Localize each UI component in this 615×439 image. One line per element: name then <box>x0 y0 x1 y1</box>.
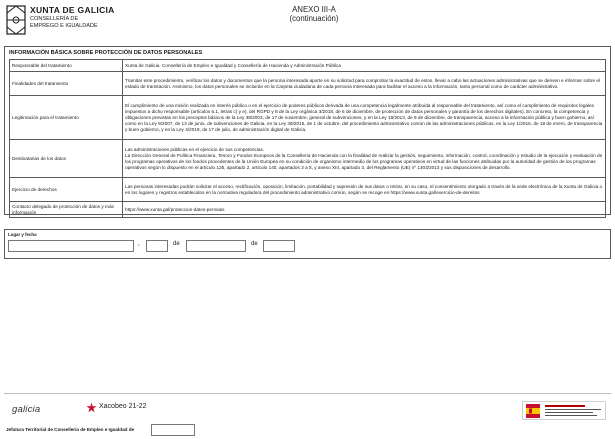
month-input[interactable] <box>186 240 246 252</box>
comma-separator: , <box>138 241 140 247</box>
logo-sub-line-1: CONSELLERÍA DE <box>30 16 79 22</box>
annex-subtitle: (continuación) <box>289 14 339 23</box>
jefatura-label: Jefatura Territorial de Consellería de Empleo e Igualdad de <box>6 427 135 432</box>
spain-coat-of-arms-icon <box>526 404 540 418</box>
de-separator-2: de <box>251 241 258 247</box>
table-row <box>10 96 606 140</box>
ministry-text-lines <box>545 405 603 418</box>
document-header <box>6 4 609 40</box>
logo-subtitle <box>30 16 98 30</box>
row-value: Tramitar este procedimiento, verificar los datos y documentos que la persona interesada aporte en su solicitud para comprobar la exactitud de estos, llevar a cabo las actuaciones administrativas que se deriven e informar sobre el estado de tramitación. Asimismo, los datos personales se incluirán en la Carpeta ciudadana de cada persona interesada para facilitar el acceso a la información, tanto personal como de carácter administrativo. <box>123 72 606 96</box>
row-value: https://www.xunta.gal/proteccion-datos-persoais <box>123 202 606 218</box>
jefatura-input[interactable] <box>151 424 195 436</box>
year-input[interactable] <box>263 240 295 252</box>
xunta-logo <box>6 4 126 38</box>
xacobeo-star-icon <box>86 402 97 413</box>
row-label: Contacto delegado de protección de datos y más información <box>10 202 123 218</box>
day-input[interactable] <box>146 240 168 252</box>
annex-title: ANEXO III-A <box>292 5 336 14</box>
data-protection-section <box>4 46 611 215</box>
de-separator-1: de <box>173 241 180 247</box>
xacobeo-text: Xacobeo 21-22 <box>99 403 147 410</box>
ministry-logo <box>522 401 606 420</box>
table-row <box>10 60 606 72</box>
table-row <box>10 72 606 96</box>
place-date-label: Lugar y fecha <box>8 232 37 237</box>
row-value: Las personas interesadas podrán solicitar el acceso, rectificación, oposición, limitación, portabilidad y supresión de sus datos o retirar, en su caso, el consentimiento otorgado a través de la sede electrónica de la Xunta de Galicia o en los lugares y registros establecidos en la normativa reguladora del procedimiento administrativo común, según se recoge en https://www.xunta.gal/exercicio-de-dereitos <box>123 178 606 202</box>
place-date-section <box>4 229 611 259</box>
galicia-logo: galicia <box>12 404 41 415</box>
row-label: Destinatarias de los datos <box>10 140 123 178</box>
row-label: Legitimación para el tratamiento <box>10 96 123 140</box>
place-input[interactable] <box>8 240 134 252</box>
footer-divider <box>4 393 611 394</box>
section-title: INFORMACIÓN BÁSICA SOBRE PROTECCIÓN DE DATOS PERSONALES <box>9 50 203 56</box>
row-label: Ejercicio de derechos <box>10 178 123 202</box>
xacobeo-logo <box>86 402 156 414</box>
table-row <box>10 202 606 218</box>
row-label: Finalidades del tratamiento <box>10 72 123 96</box>
annex-heading <box>234 5 394 23</box>
row-value: El cumplimiento de una misión realizada en interés público o en el ejercicio de poderes públicos derivada de una competencia legalmente atribuida al responsable del tratamiento, así como el cumplimiento de requisitos legales impuestos a dicho responsable (artículos 6.1, letras c) y e), del RGPD y 8 de la Ley orgánica 3/2018, de 5 de diciembre, de protección de datos personales y garantía de los derechos digitales). En concreto, la competencia y obligaciones previstas en los preceptos básicos de la Ley 38/2003, de 17 de noviembre, general de subvenciones, y en la Ley 19/2013, de 9 de diciembre, de transparencia, acceso a la información pública y buen gobierno, así como en la Ley 9/2007, de 13 de junio, de subvenciones de Galicia, en la Ley 39/2015, de 1 de octubre, del procedimiento administrativo común de las administraciones públicas, en la Ley 1/2016, de 18 de enero, de transparencia y buen gobierno, y en la Ley 4/2019, de 17 de julio, de administración digital de Galicia. <box>123 96 606 140</box>
logo-sub-line-2: EMPREGO E IGUALDADE <box>30 23 98 29</box>
table-row <box>10 140 606 178</box>
xunta-shield-icon <box>6 5 26 35</box>
table-row <box>10 178 606 202</box>
row-value: Xunta de Galicia. Consellería de Empleo e Igualdad y Consellería de Hacienda y Administración Pública <box>123 60 606 72</box>
row-value: Las administraciones públicas en el ejercicio de sus competencias. La Dirección General de Política Financiera, Tesoro y Fondos Europeos de la Consellería de Hacienda con la finalidad de realizar la gestión, seguimiento, información, control, coordinación y estudio de la ejecución y evaluación de los programas operativos de los fondos procedentes de la Unión Europea en su condición de organismo intermedio de los programas operativos en virtud de las funciones atribuidas por la autoridad de gestión de los programas operativos según lo dispuesto en el artículo 125, apartado 2, artículo 140, apartados 3 a 5, y anexo XIII, apartado 3, del Reglamento (UE) nº 1303/2013 y sus disposiciones de desarrollo. <box>123 140 606 178</box>
row-label: Responsable del tratamiento <box>10 60 123 72</box>
data-protection-table <box>9 59 606 218</box>
logo-title: XUNTA DE GALICIA <box>30 5 115 15</box>
